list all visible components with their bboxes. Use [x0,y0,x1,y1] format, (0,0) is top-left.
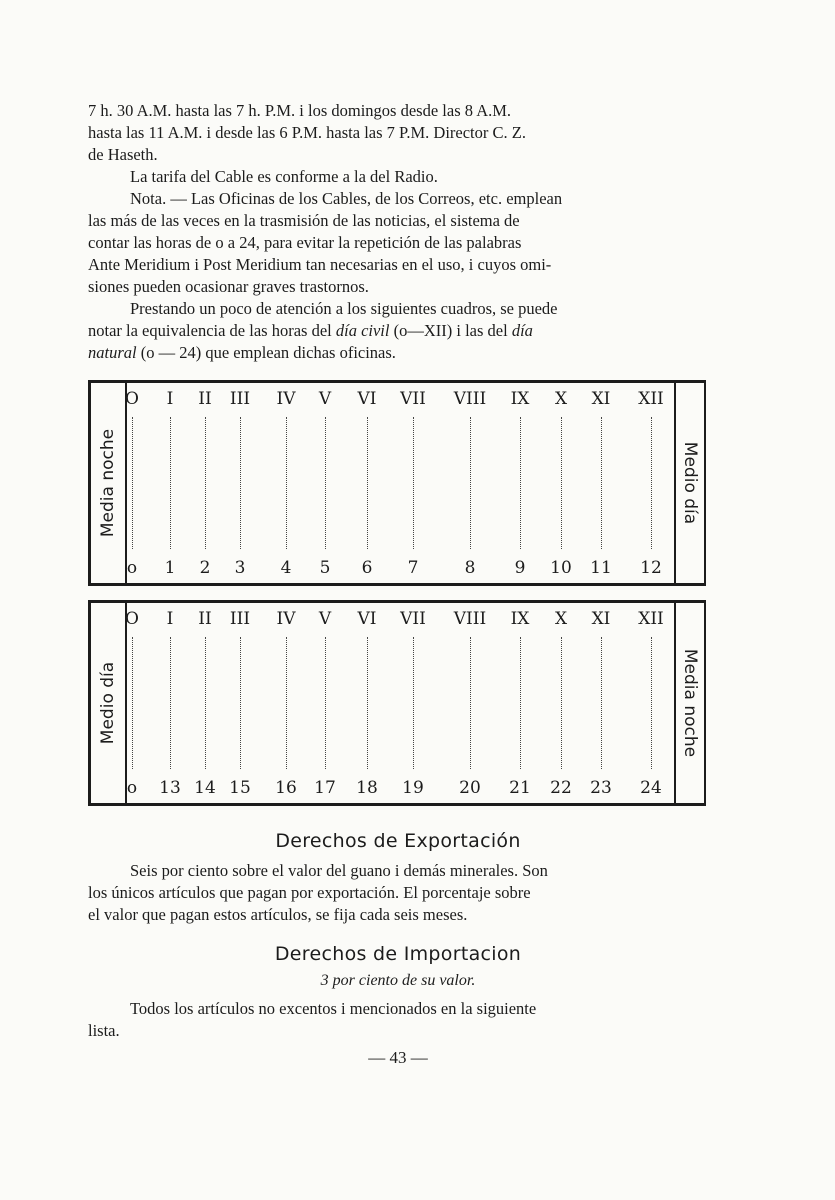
right-side-label: Media noche [680,648,700,758]
hour-column [150,603,190,803]
text-line: Todos los artículos no excentos i mencionados en la siguiente [130,999,537,1018]
text-line: Nota. — Las Oficinas de los Cables, de los Correos, etc. emplean [130,189,563,208]
roman-hour: VI [357,389,377,409]
arabic-hour: 19 [402,778,424,798]
roman-hour: II [198,609,212,629]
roman-hour: XII [638,609,664,629]
italic-term: día [511,321,533,340]
hour-table-am [88,380,706,586]
dotted-connector [286,417,287,549]
dotted-connector [470,637,471,769]
text-line: el valor que pagan estos artículos, se fija cada seis meses. [88,905,468,924]
hour-column [185,603,225,803]
hour-column [393,603,433,803]
hour-column [581,383,621,583]
dotted-connector [520,637,521,769]
roman-hour: VII [400,389,426,409]
hour-column [631,383,671,583]
text-line: Prestando un poco de atención a los siguientes cuadros, se puede [130,299,558,318]
right-side-label: Medio día [680,441,700,525]
hour-column [500,603,540,803]
text-fragment: notar la equivalencia de las horas del [88,321,336,340]
dotted-connector [132,417,133,549]
roman-hour: III [229,609,251,629]
roman-hour: VIII [453,609,487,629]
arabic-hour: 8 [464,558,476,578]
text-line: siones pueden ocasionar graves trastornos. [88,277,369,296]
text-line: Seis por ciento sobre el valor del guano i demás minerales. Son [130,861,548,880]
dotted-connector [601,417,602,549]
roman-hour: IV [276,609,296,629]
roman-hour: XI [591,609,611,629]
arabic-hour: 21 [509,778,531,798]
arabic-hour: 10 [550,558,572,578]
arabic-hour: 18 [356,778,378,798]
dotted-connector [170,417,171,549]
hour-column [266,603,306,803]
dotted-connector [651,637,652,769]
dotted-connector [205,417,206,549]
roman-hour: IV [276,389,296,409]
roman-hour: I [166,609,174,629]
dotted-connector [520,417,521,549]
arabic-hour: 20 [459,778,481,798]
hour-column [347,603,387,803]
text-line: contar las horas de o a 24, para evitar la repetición de las palabras [88,233,522,252]
dotted-connector [286,637,287,769]
roman-hour: XI [591,389,611,409]
hour-column [541,603,581,803]
roman-hour: V [318,389,332,409]
hour-column [347,383,387,583]
roman-hour: IX [510,389,530,409]
hour-column [631,603,671,803]
roman-hour: I [166,389,174,409]
roman-hour: V [318,609,332,629]
export-paragraph [88,860,708,926]
arabic-hour: 5 [319,558,331,578]
arabic-hour: o [126,558,138,578]
table-right-column [674,383,706,583]
roman-hour: O [125,389,139,409]
text-line: 7 h. 30 A.M. hasta las 7 h. P.M. i los domingos desde las 8 A.M. [88,101,512,120]
roman-hour: X [554,389,568,409]
italic-term: natural [88,343,137,362]
roman-hour: XII [638,389,664,409]
roman-hour: VIII [453,389,487,409]
export-section-title: Derechos de Exportación [275,830,521,852]
arabic-hour: 2 [199,558,211,578]
dotted-connector [325,637,326,769]
text-line: las más de las veces en la trasmisión de las noticias, el sistema de [88,211,520,230]
arabic-hour: 15 [229,778,251,798]
arabic-hour: 12 [640,558,662,578]
arabic-hour: 16 [275,778,297,798]
text-line: hasta las 11 A.M. i desde las 6 P.M. hasta las 7 P.M. Director C. Z. [88,123,526,142]
left-side-label: Media noche [98,428,118,538]
hour-column [220,383,260,583]
roman-hour: III [229,389,251,409]
dotted-connector [132,637,133,769]
tarifa-line: La tarifa del Cable es conforme a la del Radio. [130,167,438,186]
arabic-hour: 13 [159,778,181,798]
hour-column [220,603,260,803]
arabic-hour: 7 [407,558,419,578]
hour-column [541,383,581,583]
import-section-title: Derechos de Importacion [274,943,522,965]
dotted-connector [325,417,326,549]
arabic-hour: 3 [234,558,246,578]
hour-column [305,383,345,583]
dotted-connector [413,417,414,549]
roman-hour: X [554,609,568,629]
roman-hour: O [125,609,139,629]
hour-column [266,383,306,583]
intro-paragraph [88,100,708,364]
hour-column [150,383,190,583]
arabic-hour: 17 [314,778,336,798]
hour-column [450,383,490,583]
text-fragment: (o—XII) i las del [389,321,512,340]
hour-column [450,603,490,803]
arabic-hour: 24 [640,778,662,798]
import-paragraph [88,998,708,1042]
text-fragment: (o — 24) que emplean dichas oficinas. [136,343,396,362]
arabic-hour: 6 [361,558,373,578]
dotted-connector [561,637,562,769]
arabic-hour: 22 [550,778,572,798]
arabic-hour: 11 [590,558,612,578]
table-right-column [674,603,706,803]
dotted-connector [601,637,602,769]
roman-hour: II [198,389,212,409]
hour-column [581,603,621,803]
text-line: Ante Meridium i Post Meridium tan necesarias en el uso, i cuyos omi- [88,255,552,274]
dotted-connector [205,637,206,769]
text-line [88,320,708,342]
text-line: los únicos artículos que pagan por exportación. El porcentaje sobre [88,883,531,902]
left-side-label: Medio día [98,661,118,745]
hour-table-pm [88,600,706,806]
dotted-connector [561,417,562,549]
text-line: de Haseth. [88,145,158,164]
hour-column [185,383,225,583]
hour-column [112,383,152,583]
arabic-hour: 9 [514,558,526,578]
roman-hour: VII [400,609,426,629]
import-subtitle: 3 por ciento de su valor. [320,972,476,989]
roman-hour: IX [510,609,530,629]
text-line [88,342,708,364]
page-number: — 43 — [368,1048,428,1067]
hour-column [112,603,152,803]
dotted-connector [367,417,368,549]
arabic-hour: 14 [194,778,216,798]
text-line: lista. [88,1021,120,1040]
dotted-connector [651,417,652,549]
dotted-connector [470,417,471,549]
arabic-hour: 4 [280,558,292,578]
roman-hour: VI [357,609,377,629]
dotted-connector [170,637,171,769]
dotted-connector [240,637,241,769]
dotted-connector [413,637,414,769]
hour-column [305,603,345,803]
dotted-connector [367,637,368,769]
italic-term: día civil [335,321,390,340]
hour-column [500,383,540,583]
hour-column [393,383,433,583]
dotted-connector [240,417,241,549]
arabic-hour: 1 [164,558,176,578]
arabic-hour: 23 [590,778,612,798]
arabic-hour: o [126,778,138,798]
